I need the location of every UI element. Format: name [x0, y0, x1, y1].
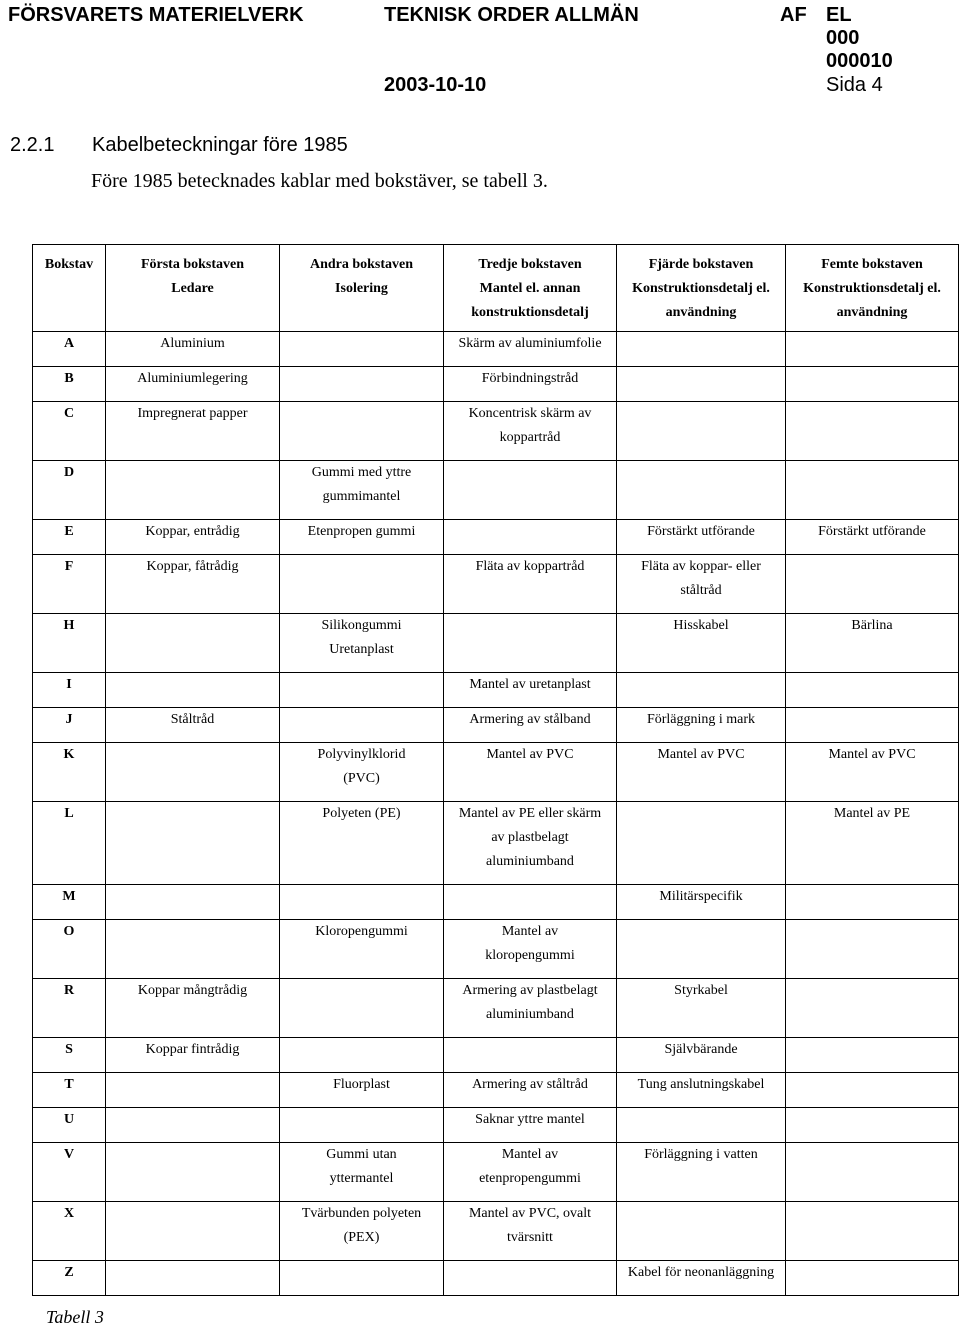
table-cell [280, 520, 444, 555]
table-row [33, 402, 959, 461]
table-cell [280, 402, 444, 461]
table-cell [786, 402, 959, 461]
table-cell [786, 743, 959, 802]
cell-line: Armering av ståltråd [472, 1077, 588, 1092]
row-letter: E [33, 520, 106, 555]
table-cell [617, 885, 786, 920]
table-row [33, 1073, 959, 1108]
table-cell [444, 802, 617, 885]
table-cell [786, 1073, 959, 1108]
table-cell [280, 920, 444, 979]
cell-line: Hisskabel [673, 618, 729, 633]
doc-number-part-1: EL [826, 4, 852, 26]
row-letter: S [33, 1038, 106, 1073]
cell-line: Aluminiumlegering [137, 371, 248, 386]
cell-line: av plastbelagt [491, 830, 569, 845]
row-letter: C [33, 402, 106, 461]
row-letter: M [33, 885, 106, 920]
table-cell [786, 708, 959, 743]
table-cell [280, 708, 444, 743]
table-cell [106, 802, 280, 885]
row-letter: O [33, 920, 106, 979]
table-cell [106, 979, 280, 1038]
table-row [33, 461, 959, 520]
cell-line: Koncentrisk skärm av [468, 406, 592, 421]
cell-line: Koppar fintrådig [145, 1042, 240, 1057]
table-cell [106, 708, 280, 743]
column-header-line: Femte bokstaven [821, 257, 923, 272]
row-letter: X [33, 1202, 106, 1261]
cell-line: Tung anslutningskabel [637, 1077, 765, 1092]
table-cell [444, 1261, 617, 1296]
cell-line: yttermantel [329, 1171, 394, 1186]
cell-line: Armering av stålband [469, 712, 591, 727]
cell-line: Uretanplast [329, 642, 394, 657]
cell-line: Mantel av PVC [657, 747, 745, 762]
table-cell [786, 1108, 959, 1143]
row-letter: T [33, 1073, 106, 1108]
table-row [33, 708, 959, 743]
cell-line: Bärlina [851, 618, 893, 633]
cell-line: Styrkabel [674, 983, 728, 998]
table-cell [280, 1108, 444, 1143]
cell-line: (PVC) [343, 771, 380, 786]
table-row [33, 332, 959, 367]
org-name: FÖRSVARETS MATERIELVERK [8, 4, 304, 26]
row-letter: B [33, 367, 106, 402]
column-header [617, 245, 786, 332]
table-cell [444, 673, 617, 708]
table-cell [106, 520, 280, 555]
table-cell [786, 1143, 959, 1202]
cell-line: Silikongummi [321, 618, 402, 633]
table-cell [617, 673, 786, 708]
column-header-line: Konstruktionsdetalj el. [803, 281, 941, 296]
table-cell [786, 802, 959, 885]
table-cell [106, 1261, 280, 1296]
table-cell [617, 402, 786, 461]
cell-line: Mantel av PE eller skärm [458, 806, 602, 821]
cell-line: Koppar mångtrådig [137, 983, 248, 998]
table-cell [786, 920, 959, 979]
table-row [33, 1143, 959, 1202]
cell-line: Armering av plastbelagt [462, 983, 598, 998]
table-header-row [33, 245, 959, 332]
table-cell [444, 614, 617, 673]
cell-line: (PEX) [343, 1230, 380, 1245]
cell-line: Skärm av aluminiumfolie [458, 336, 602, 351]
table-cell [106, 1038, 280, 1073]
table-caption: Tabell 3 [46, 1307, 104, 1327]
column-header-line: Första bokstaven [140, 257, 245, 272]
row-letter: U [33, 1108, 106, 1143]
table-cell [786, 885, 959, 920]
table-cell [106, 367, 280, 402]
table-cell [444, 708, 617, 743]
table-cell [106, 402, 280, 461]
table-cell [280, 461, 444, 520]
cell-line: Fläta av koppar- eller [641, 559, 761, 574]
table-cell [280, 1261, 444, 1296]
cell-line: Mantel av [501, 1147, 559, 1162]
cell-line: Mantel av uretanplast [469, 677, 591, 692]
cell-line: Koppar, fåtrådig [146, 559, 239, 574]
table-row [33, 520, 959, 555]
table-cell [617, 708, 786, 743]
table-cell [444, 555, 617, 614]
row-letter: D [33, 461, 106, 520]
table-cell [444, 1038, 617, 1073]
row-letter: K [33, 743, 106, 802]
section-heading [10, 134, 348, 157]
cell-line: Förläggning i vatten [644, 1147, 758, 1162]
table-row [33, 743, 959, 802]
table-cell [617, 1143, 786, 1202]
table-row [33, 367, 959, 402]
cell-line: Förbindningstråd [481, 371, 579, 386]
row-letter: L [33, 802, 106, 885]
table-cell [786, 614, 959, 673]
table-cell [617, 1038, 786, 1073]
table-cell [617, 1073, 786, 1108]
table-cell [444, 1073, 617, 1108]
table-cell [444, 743, 617, 802]
cell-line: Mantel av PVC [486, 747, 574, 762]
cell-line: gummimantel [322, 489, 401, 504]
table-cell [617, 555, 786, 614]
cell-line: Mantel av [501, 924, 559, 939]
row-letter: F [33, 555, 106, 614]
table-cell [106, 614, 280, 673]
row-letter: J [33, 708, 106, 743]
table-cell [444, 461, 617, 520]
table-cell [106, 461, 280, 520]
table-row [33, 802, 959, 885]
table-cell [280, 673, 444, 708]
table-row [33, 1202, 959, 1261]
cell-line: Saknar yttre mantel [475, 1112, 585, 1127]
table-cell [617, 332, 786, 367]
table-cell [786, 1202, 959, 1261]
table-cell [617, 979, 786, 1038]
column-header-line: Andra bokstaven [309, 257, 414, 272]
table-cell [280, 367, 444, 402]
doc-number-part-3: 000010 [826, 50, 893, 72]
table-row [33, 1108, 959, 1143]
cell-line: Impregnerat papper [137, 406, 248, 421]
cell-line: Mantel av PE [833, 806, 911, 821]
table-cell [106, 1202, 280, 1261]
section-title: Kabelbeteckningar före 1985 [92, 134, 348, 156]
column-header [106, 245, 280, 332]
section-number: 2.2.1 [10, 134, 55, 156]
column-header [280, 245, 444, 332]
table-cell [106, 1143, 280, 1202]
table-cell [444, 332, 617, 367]
cell-line: Aluminium [160, 336, 225, 351]
table-cell [280, 332, 444, 367]
table-cell [444, 1202, 617, 1261]
section-intro: Före 1985 betecknades kablar med bokstäver, se tabell 3. [91, 170, 548, 192]
table-cell [106, 673, 280, 708]
table-cell [786, 367, 959, 402]
column-header-line: Bokstav [44, 257, 94, 272]
table-row [33, 979, 959, 1038]
cell-line: ståltråd [680, 583, 722, 598]
table-cell [617, 614, 786, 673]
table-row [33, 555, 959, 614]
table-cell [106, 885, 280, 920]
table-cell [280, 979, 444, 1038]
table-cell [786, 520, 959, 555]
cell-line: Kloropengummi [315, 924, 408, 939]
column-header-line: Fjärde bokstaven [648, 257, 754, 272]
column-header [444, 245, 617, 332]
table-cell [106, 920, 280, 979]
table-cell [280, 1038, 444, 1073]
table-cell [106, 1108, 280, 1143]
table-cell [617, 1261, 786, 1296]
table-cell [280, 1073, 444, 1108]
cell-line: Mantel av PVC [828, 747, 916, 762]
row-letter: V [33, 1143, 106, 1202]
table-cell [444, 1108, 617, 1143]
table-cell [786, 461, 959, 520]
table-cell [786, 979, 959, 1038]
cell-line: Militärspecifik [659, 889, 743, 904]
table-cell [106, 743, 280, 802]
table-cell [444, 520, 617, 555]
column-header-line: konstruktionsdetalj [471, 305, 589, 320]
column-header [33, 245, 106, 332]
cell-line: Mantel av PVC, ovalt [468, 1206, 592, 1221]
table-cell [106, 332, 280, 367]
cell-line: Självbärande [664, 1042, 738, 1057]
doc-date: 2003-10-10 [384, 74, 487, 96]
table-row [33, 673, 959, 708]
table-row [33, 1038, 959, 1073]
table-cell [786, 1038, 959, 1073]
table-row [33, 614, 959, 673]
table-cell [786, 1261, 959, 1296]
page-number: Sida 4 [826, 74, 883, 96]
column-header-line: Konstruktionsdetalj el. [632, 281, 770, 296]
row-letter: A [33, 332, 106, 367]
table-cell [444, 979, 617, 1038]
column-header-line: Isolering [335, 281, 388, 296]
cell-line: Etenpropen gummi [307, 524, 416, 539]
table-cell [617, 1108, 786, 1143]
doc-number-part-2: 000 [826, 27, 860, 49]
doc-prefix: AF [780, 4, 807, 26]
cell-line: tvärsnitt [507, 1230, 553, 1245]
cell-line: Förstärkt utförande [818, 524, 926, 539]
cell-line: aluminiumband [486, 1007, 574, 1022]
cell-line: Tvärbunden polyeten [301, 1206, 422, 1221]
cell-line: Fläta av koppartråd [475, 559, 585, 574]
row-letter: I [33, 673, 106, 708]
table-cell [617, 743, 786, 802]
column-header-line: användning [836, 305, 908, 320]
column-header-line: användning [665, 305, 737, 320]
table-cell [617, 520, 786, 555]
cell-line: Gummi med yttre [311, 465, 412, 480]
table-cell [444, 920, 617, 979]
cell-line: etenpropengummi [479, 1171, 581, 1186]
column-header [786, 245, 959, 332]
table-row [33, 885, 959, 920]
table-cell [106, 1073, 280, 1108]
table-cell [106, 555, 280, 614]
cell-line: Gummi utan [326, 1147, 397, 1162]
doc-type: TEKNISK ORDER ALLMÄN [384, 4, 639, 26]
table-cell [617, 461, 786, 520]
cell-line: Polyeten (PE) [322, 806, 401, 821]
cell-line: Kabel för neonanläggning [627, 1265, 775, 1280]
table-cell [617, 367, 786, 402]
cell-line: Fluorplast [333, 1077, 390, 1092]
cell-line: kloropengummi [485, 948, 575, 963]
row-letter: R [33, 979, 106, 1038]
cell-line: Ståltråd [170, 712, 215, 727]
cell-line: Polyvinylklorid [317, 747, 406, 762]
table-cell [617, 920, 786, 979]
row-letter: Z [33, 1261, 106, 1296]
cell-line: Förstärkt utförande [647, 524, 755, 539]
cable-designation-table [32, 244, 959, 1296]
table-cell [280, 1202, 444, 1261]
table-cell [617, 1202, 786, 1261]
table-row [33, 1261, 959, 1296]
table-cell [280, 743, 444, 802]
column-header-line: Tredje bokstaven [478, 257, 582, 272]
table-cell [280, 555, 444, 614]
table-cell [444, 402, 617, 461]
table-row [33, 920, 959, 979]
cell-line: koppartråd [499, 430, 561, 445]
table-cell [444, 1143, 617, 1202]
table-cell [280, 802, 444, 885]
cell-line: Koppar, entrådig [145, 524, 240, 539]
table-cell [786, 332, 959, 367]
table-cell [786, 673, 959, 708]
row-letter: H [33, 614, 106, 673]
table-cell [444, 367, 617, 402]
table-body [33, 332, 959, 1296]
table-cell [280, 1143, 444, 1202]
table-cell [444, 885, 617, 920]
column-header-line: Ledare [171, 281, 214, 296]
table-cell [617, 802, 786, 885]
table-cell [786, 555, 959, 614]
column-header-line: Mantel el. annan [479, 281, 581, 296]
cell-line: aluminiumband [486, 854, 574, 869]
cell-line: Förläggning i mark [646, 712, 756, 727]
table-cell [280, 885, 444, 920]
table-cell [280, 614, 444, 673]
